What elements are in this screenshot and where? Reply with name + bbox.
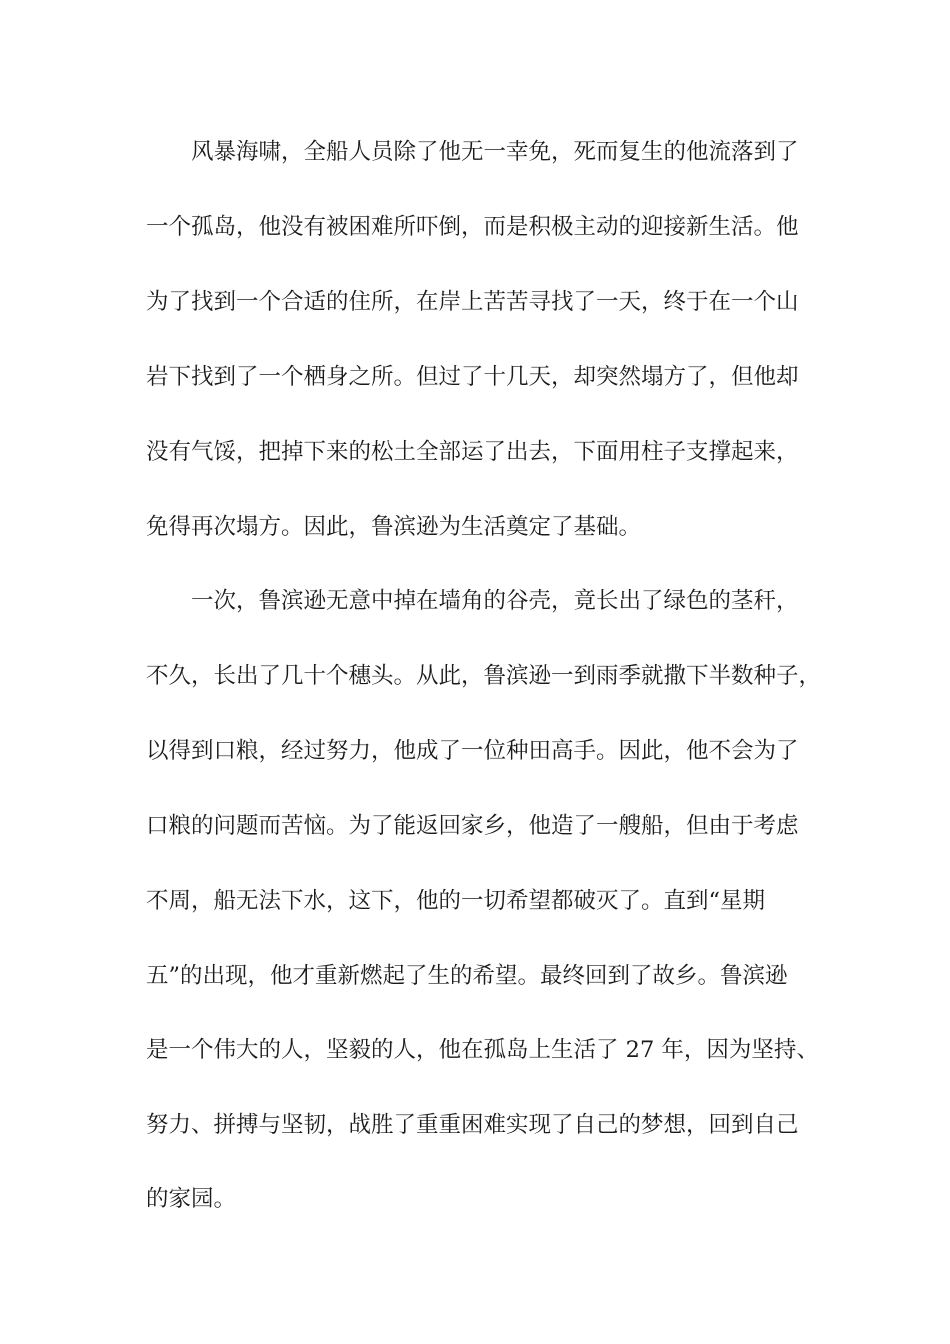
paragraph-2-line-5: 不周，船无法下水，这下，他的一切希望都破灭了。直到“星期	[146, 888, 766, 914]
paragraph-1-line-3: 为了找到一个合适的住所，在岸上苦苦寻找了一天，终于在一个山	[146, 289, 799, 315]
paragraph-2-line-4: 口粮的问题而苦恼。为了能返回家乡，他造了一艘船，但由于考虑	[146, 813, 799, 839]
paragraph-2-line-7: 是一个伟大的人，坚毅的人，他在孤岛上生活了 27 年，因为坚持、	[146, 1037, 819, 1063]
paragraph-2-line-9: 的家园。	[146, 1186, 237, 1212]
paragraph-1-line-4: 岩下找到了一个栖身之所。但过了十几天，却突然塌方了，但他却	[146, 364, 799, 390]
paragraph-1-line-6: 免得再次塌方。因此，鲁滨逊为生活奠定了基础。	[146, 514, 642, 540]
paragraph-2-line-3: 以得到口粮，经过努力，他成了一位种田高手。因此，他不会为了	[146, 738, 799, 764]
paragraph-2-line-6: 五”的出现，他才重新燃起了生的希望。最终回到了故乡。鲁滨逊	[146, 963, 788, 989]
paragraph-1-line-5: 没有气馁，把掉下来的松土全部运了出去，下面用柱子支撑起来，	[146, 439, 799, 465]
paragraph-1-line-2: 一个孤岛，他没有被困难所吓倒，而是积极主动的迎接新生活。他	[146, 214, 799, 240]
paragraph-2-line-8: 努力、拼搏与坚韧，战胜了重重困难实现了自己的梦想，回到自己	[146, 1112, 799, 1138]
paragraph-1-line-1: 风暴海啸，全船人员除了他无一幸免，死而复生的他流落到了	[191, 139, 799, 165]
paragraph-2-line-1: 一次，鲁滨逊无意中掉在墙角的谷壳，竟长出了绿色的茎秆，	[191, 588, 799, 614]
paragraph-2-line-2: 不久，长出了几十个穗头。从此，鲁滨逊一到雨季就撒下半数种子，	[146, 663, 822, 689]
